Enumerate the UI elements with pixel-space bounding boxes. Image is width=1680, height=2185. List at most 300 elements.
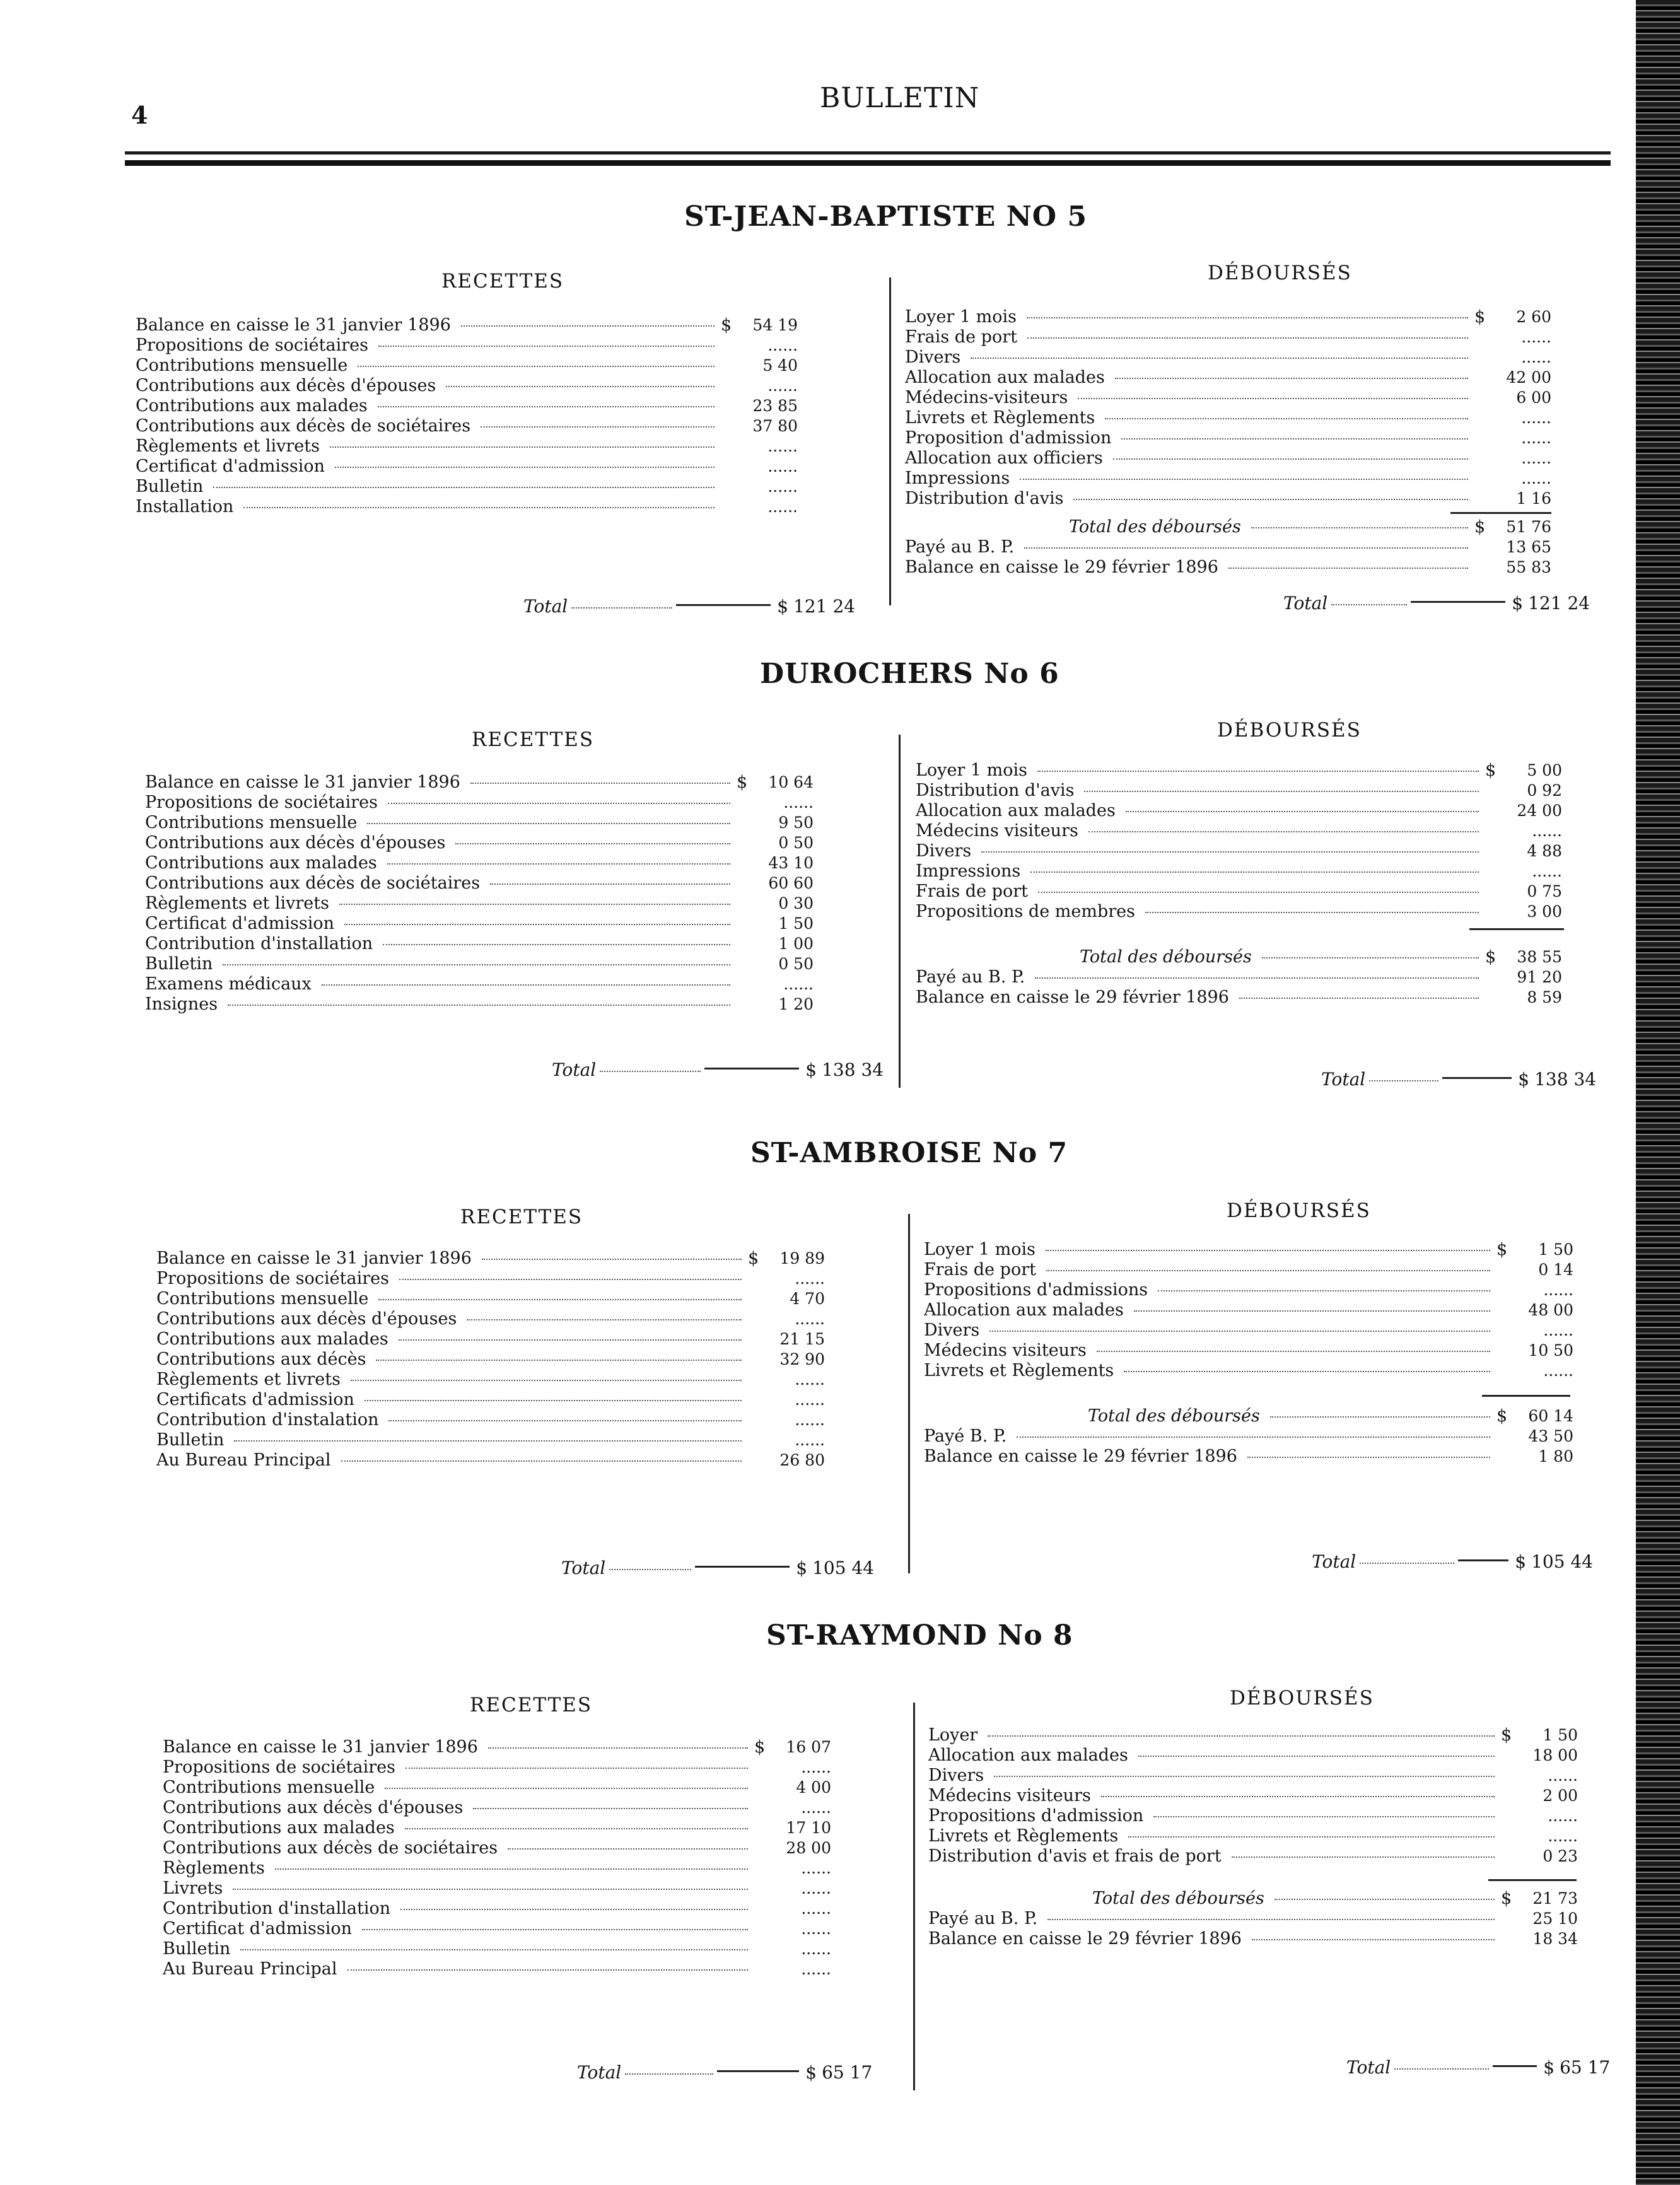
leader-dots [385, 1788, 748, 1789]
debourses-summary [916, 947, 1562, 1008]
row-amount: ...... [1532, 822, 1562, 840]
debourses-subtotal-row [928, 1889, 1578, 1909]
leader-dots [358, 366, 715, 367]
row-label: Impressions [916, 861, 1021, 881]
debourses-row [905, 537, 1551, 557]
leader-dots [1073, 499, 1468, 500]
row-amount: ...... [795, 1269, 825, 1288]
row-amount: ...... [1543, 1361, 1573, 1380]
row-amount: 26 80 [779, 1451, 825, 1469]
leader-dots [508, 1848, 748, 1850]
leader-dots [275, 1868, 748, 1870]
recettes-row [145, 994, 814, 1015]
leader-dots [1239, 998, 1479, 999]
row-label: Règlements et livrets [136, 436, 320, 456]
row-label: Balance en caisse le 29 février 1896 [905, 557, 1218, 577]
row-label: Frais de port [916, 882, 1028, 901]
row-amount: 0 14 [1538, 1261, 1573, 1279]
leader-dots [1017, 1436, 1490, 1438]
leader-dots [399, 1339, 742, 1341]
row-label: Allocation aux officiers [905, 448, 1103, 468]
row-amount: 4 70 [790, 1290, 825, 1308]
row-amount: ...... [783, 793, 814, 812]
recettes-row [163, 1959, 831, 1979]
recettes-row [136, 376, 798, 396]
row-amount: ...... [1521, 409, 1551, 427]
row-amount: 51 76 [1506, 518, 1551, 536]
row-label: Certificat d'admission [145, 914, 335, 933]
debourses-ledger [905, 307, 1551, 509]
row-label: Payé au B. P. [916, 967, 1025, 987]
currency-sign: $ [805, 2062, 817, 2083]
leader-dots [1046, 1250, 1490, 1251]
recettes-row [156, 1430, 825, 1450]
section-title: ST-RAYMOND No 8 [766, 1619, 1073, 1652]
recettes-row [156, 1390, 825, 1410]
recettes-row [136, 477, 798, 497]
leader-dots [347, 1969, 748, 1971]
leader-dots [981, 851, 1479, 853]
debourses-row [916, 902, 1562, 922]
recettes-row [136, 396, 798, 416]
debourses-row [924, 1280, 1573, 1300]
total-label: Total [523, 596, 568, 617]
column-separator [913, 1703, 915, 2090]
leader-dots [1232, 1856, 1495, 1858]
row-label: Certificat d'admission [163, 1919, 353, 1938]
row-amount: ...... [801, 1920, 831, 1938]
debourses-row [928, 1846, 1578, 1867]
row-label: Proposition d'admission [905, 428, 1112, 448]
row-label: Bulletin [145, 954, 213, 974]
leader-dots [362, 1929, 748, 1930]
row-amount: 4 00 [796, 1778, 831, 1797]
row-amount: 55 83 [1506, 558, 1551, 576]
total-label: Total [1346, 2057, 1391, 2078]
row-amount: 0 30 [778, 894, 814, 912]
recettes-row [163, 1879, 831, 1899]
row-label: Installation [136, 497, 234, 516]
row-amount: ...... [767, 376, 798, 395]
row-label: Allocation aux malades [928, 1745, 1128, 1765]
debourses-row [905, 388, 1551, 408]
row-label: Loyer 1 mois [924, 1240, 1036, 1259]
currency-sign: $ [1501, 1889, 1512, 1908]
total-amount: 65 17 [1560, 2057, 1611, 2078]
row-label: Payé B. P. [924, 1426, 1007, 1446]
leader-dots [1228, 568, 1468, 569]
row-amount: ...... [795, 1310, 825, 1328]
leader-dots [1115, 378, 1468, 379]
row-label: Contributions aux malades [145, 853, 377, 873]
leader-dots [322, 984, 730, 986]
leader-dots [1124, 1371, 1490, 1372]
row-amount: 21 73 [1532, 1889, 1578, 1908]
debourses-row [916, 841, 1562, 861]
row-amount: 48 00 [1528, 1301, 1573, 1319]
subtotal-rule [1488, 1879, 1577, 1881]
leader-dots [470, 783, 730, 784]
leader-dots [1331, 604, 1407, 605]
row-label: Contributions aux décès [156, 1349, 366, 1369]
debourses-row [916, 967, 1562, 988]
row-label: Contributions mensuelle [156, 1289, 369, 1308]
recettes-row [136, 356, 798, 376]
row-label: Contributions mensuelle [163, 1778, 375, 1797]
recettes-total [577, 2062, 872, 2083]
header-rule [125, 151, 1611, 154]
leader-dots [1262, 957, 1479, 958]
row-amount: ...... [767, 498, 798, 516]
recettes-row [145, 894, 814, 914]
leader-dots [405, 1768, 748, 1769]
recettes-row [163, 1899, 831, 1919]
row-label: Contributions aux malades [136, 396, 368, 416]
row-label: Médecins visiteurs [924, 1341, 1087, 1360]
row-amount: ...... [801, 1758, 831, 1776]
debourses-ledger [924, 1240, 1573, 1381]
row-label: Balance en caisse le 31 janvier 1896 [156, 1249, 472, 1268]
row-amount: ...... [795, 1431, 825, 1449]
row-label: Contributions aux décès d'épouses [156, 1309, 457, 1329]
debourses-ledger [928, 1725, 1578, 1867]
recettes-row [163, 1778, 831, 1798]
leader-dots [473, 1808, 748, 1809]
recettes-row [163, 1838, 831, 1858]
column-separator [889, 277, 891, 605]
leader-dots [1113, 458, 1468, 460]
row-amount: ...... [795, 1370, 825, 1389]
leader-dots [600, 1071, 701, 1072]
leader-dots [461, 325, 715, 327]
leader-dots [571, 607, 672, 609]
leader-dots [1134, 1310, 1490, 1312]
leader-dots [488, 1747, 748, 1749]
recettes-row [163, 1737, 831, 1757]
row-amount: 0 23 [1543, 1847, 1578, 1865]
debourses-row [916, 988, 1562, 1008]
debourses-row [924, 1240, 1573, 1260]
row-amount: 43 10 [768, 854, 814, 872]
row-amount: 32 90 [779, 1350, 825, 1368]
row-amount: ...... [767, 437, 798, 455]
row-amount: ...... [801, 1899, 831, 1918]
row-label: Règlements et livrets [145, 894, 329, 913]
leader-dots [1270, 1416, 1490, 1418]
leader-dots [378, 1299, 742, 1300]
row-label: Certificat d'admission [136, 457, 325, 476]
row-amount: ...... [767, 457, 798, 475]
row-amount: 1 00 [778, 935, 814, 953]
leader-dots [388, 803, 730, 804]
total-dash [676, 604, 771, 606]
row-label: Bulletin [136, 477, 204, 496]
total-dash [695, 1566, 790, 1568]
debourses-total [1346, 2057, 1610, 2078]
recettes-ledger [156, 1249, 825, 1471]
leader-dots [388, 1420, 742, 1421]
debourses-row [928, 1786, 1578, 1806]
row-amount: ...... [1521, 429, 1551, 447]
row-amount: ...... [795, 1411, 825, 1429]
debourses-row [916, 882, 1562, 902]
row-label: Balance en caisse le 29 février 1896 [916, 988, 1229, 1007]
row-label: Divers [905, 347, 961, 367]
leader-dots [1138, 1756, 1495, 1757]
debourses-row [924, 1300, 1573, 1320]
row-label: Insignes [145, 994, 218, 1014]
row-amount: 1 80 [1538, 1447, 1573, 1465]
row-amount: ...... [801, 1798, 831, 1817]
leader-dots [339, 904, 730, 905]
leader-dots [341, 1460, 742, 1462]
header-rule-thick [125, 160, 1611, 166]
row-amount: 42 00 [1506, 368, 1551, 387]
currency-sign: $ [796, 1558, 808, 1578]
total-amount: 121 24 [793, 596, 856, 617]
row-label: Livrets et Règlements [924, 1361, 1114, 1380]
recettes-row [145, 772, 814, 793]
row-label: Règlements et livrets [156, 1370, 341, 1389]
debourses-subtotal-row [916, 947, 1562, 967]
leader-dots [1369, 1080, 1438, 1081]
row-amount: 43 50 [1528, 1427, 1573, 1445]
debourses-row [924, 1320, 1573, 1341]
leader-dots [490, 883, 730, 885]
debourses-header: DÉBOURSÉS [1208, 262, 1352, 284]
row-amount: ...... [767, 477, 798, 496]
leader-dots [1153, 1816, 1495, 1817]
leader-dots [1046, 1270, 1490, 1271]
debourses-total [1283, 593, 1590, 614]
recettes-row [136, 457, 798, 477]
currency-sign: $ [754, 1737, 766, 1757]
recettes-row [136, 315, 798, 335]
row-label: Divers [916, 841, 972, 861]
recettes-row [145, 934, 814, 954]
recettes-row [163, 1818, 831, 1838]
debourses-row [924, 1260, 1573, 1280]
debourses-row [905, 557, 1551, 578]
section-title: ST-JEAN-BAPTISTE NO 5 [684, 201, 1088, 233]
currency-sign: $ [721, 315, 732, 335]
row-label: Contributions mensuelle [145, 813, 358, 832]
recettes-row [156, 1349, 825, 1370]
row-amount: ...... [801, 1879, 831, 1897]
recettes-header: RECETTES [470, 1694, 593, 1716]
row-amount: ...... [801, 1859, 831, 1877]
recettes-total [523, 596, 855, 617]
recettes-total [561, 1558, 874, 1578]
row-label: Distribution d'avis et frais de port [928, 1846, 1222, 1866]
leader-dots [1020, 479, 1468, 480]
leader-dots [482, 1259, 742, 1260]
row-amount: 5 40 [762, 356, 798, 375]
leader-dots [1097, 1351, 1490, 1352]
row-label: Contributions aux malades [156, 1329, 388, 1349]
row-label: Livrets et Règlements [928, 1826, 1119, 1846]
row-label: Balance en caisse le 31 janvier 1896 [136, 315, 451, 335]
row-amount: 19 89 [779, 1249, 825, 1267]
leader-dots [971, 358, 1468, 359]
row-label: Frais de port [924, 1260, 1036, 1279]
row-amount: ...... [1548, 1827, 1578, 1845]
row-label: Contribution d'installation [145, 934, 373, 953]
column-separator [899, 735, 901, 1088]
leader-dots [335, 467, 715, 468]
recettes-header: RECETTES [441, 270, 564, 293]
row-amount: 24 00 [1517, 801, 1562, 820]
leader-dots [446, 386, 715, 387]
row-amount: 0 75 [1527, 882, 1562, 900]
leader-dots [1121, 438, 1468, 440]
row-label: Frais de port [905, 327, 1017, 347]
row-amount: 0 50 [778, 955, 814, 973]
row-label: Au Bureau Principal [156, 1450, 331, 1470]
recettes-row [136, 335, 798, 356]
row-label: Balance en caisse le 31 janvier 1896 [163, 1737, 478, 1757]
total-amount: 121 24 [1528, 593, 1590, 614]
row-amount: 38 55 [1517, 948, 1562, 966]
recettes-row [145, 793, 814, 813]
debourses-row [924, 1447, 1573, 1467]
row-label: Contributions aux décès de sociétaires [145, 873, 481, 893]
debourses-row [916, 821, 1562, 841]
leader-dots [240, 1949, 748, 1950]
row-label: Contributions aux décès de sociétaires [136, 416, 471, 436]
recettes-row [156, 1289, 825, 1309]
debourses-row [905, 428, 1551, 448]
debourses-row [928, 1909, 1578, 1929]
debourses-row [924, 1341, 1573, 1361]
row-label: Médecins-visiteurs [905, 388, 1068, 407]
recettes-row [145, 974, 814, 994]
debourses-row [924, 1361, 1573, 1381]
row-label: Propositions d'admissions [924, 1280, 1148, 1300]
total-amount: 138 34 [1534, 1069, 1597, 1090]
row-label: Balance en caisse le 31 janvier 1896 [145, 772, 460, 792]
row-label: Contribution d'installation [163, 1899, 391, 1918]
row-label: Livrets [163, 1879, 223, 1898]
debourses-row [905, 448, 1551, 469]
leader-dots [330, 446, 715, 448]
debourses-subtotal-row [905, 517, 1551, 537]
debourses-subtotal-row [924, 1406, 1573, 1426]
recettes-row [136, 416, 798, 436]
recettes-row [163, 1858, 831, 1879]
debourses-total [1321, 1069, 1596, 1090]
leader-dots [1047, 1919, 1495, 1920]
recettes-row [156, 1249, 825, 1269]
row-amount: 10 64 [768, 773, 814, 791]
leader-dots [399, 1279, 742, 1280]
total-label: Total [1283, 593, 1328, 614]
debourses-header: DÉBOURSÉS [1230, 1687, 1374, 1710]
leader-dots [1251, 527, 1468, 528]
row-amount: ...... [1521, 449, 1551, 467]
row-label: Divers [928, 1766, 984, 1785]
row-label: Allocation aux malades [905, 368, 1105, 387]
row-label: Distribution d'avis [916, 781, 1075, 800]
row-label: Contributions mensuelle [136, 356, 348, 375]
leader-dots [1038, 892, 1479, 893]
leader-dots [344, 924, 730, 925]
row-amount: 3 00 [1527, 902, 1562, 921]
leader-dots [234, 1440, 742, 1442]
currency-sign: $ [805, 1059, 817, 1080]
leader-dots [1084, 791, 1479, 792]
leader-dots [378, 406, 715, 407]
total-dash [704, 1068, 799, 1069]
row-amount: 21 15 [779, 1330, 825, 1348]
recettes-row [156, 1450, 825, 1471]
debourses-ledger [916, 760, 1562, 922]
leader-dots [481, 426, 715, 428]
row-amount: 2 00 [1543, 1786, 1578, 1805]
leader-dots [223, 964, 730, 965]
row-label: Contribution d'instalation [156, 1410, 379, 1430]
leader-dots [1027, 337, 1468, 339]
row-amount: ...... [1543, 1281, 1573, 1299]
row-label: Balance en caisse le 29 février 1896 [924, 1447, 1237, 1466]
debourses-row [905, 347, 1551, 368]
row-label: Propositions de sociétaires [136, 335, 368, 355]
row-amount: 0 50 [778, 834, 814, 852]
row-amount: 54 19 [752, 316, 798, 334]
row-amount: 18 00 [1532, 1746, 1578, 1764]
row-amount: 16 07 [786, 1738, 831, 1756]
row-label: Loyer 1 mois [916, 760, 1028, 780]
recettes-total [552, 1059, 884, 1080]
recettes-row [156, 1329, 825, 1349]
row-label: Propositions de sociétaires [145, 793, 378, 812]
leader-dots [376, 1360, 742, 1361]
row-amount: 1 50 [778, 914, 814, 933]
total-dash [1442, 1077, 1512, 1079]
row-label: Médecins visiteurs [928, 1786, 1091, 1805]
leader-dots [989, 1331, 1490, 1332]
leader-dots [1247, 1457, 1490, 1458]
subtotal-rule [1450, 512, 1551, 514]
row-amount: 60 60 [768, 874, 814, 892]
row-amount: ...... [801, 1960, 831, 1978]
currency-sign: $ [1496, 1406, 1508, 1426]
row-amount: ...... [1548, 1807, 1578, 1825]
recettes-row [163, 1757, 831, 1778]
row-amount: ...... [1521, 328, 1551, 346]
leader-dots [365, 1400, 742, 1401]
row-amount: 91 20 [1517, 968, 1562, 986]
row-label: Payé au B. P. [928, 1909, 1038, 1928]
recettes-row [136, 497, 798, 517]
recettes-ledger [136, 315, 798, 517]
leader-dots [387, 863, 730, 865]
row-label: Payé au B. P. [905, 537, 1015, 557]
row-amount: 18 34 [1532, 1930, 1578, 1948]
row-label: Contributions aux décès d'épouses [136, 376, 436, 395]
leader-dots [1030, 871, 1479, 873]
total-label: Total [577, 2062, 622, 2083]
row-amount: 0 92 [1527, 781, 1562, 800]
row-label: Divers [924, 1320, 980, 1340]
recettes-header: RECETTES [472, 728, 595, 751]
row-label: Contributions aux décès d'épouses [163, 1798, 464, 1817]
leader-dots [405, 1828, 748, 1829]
recettes-row [163, 1798, 831, 1818]
currency-sign: $ [737, 772, 748, 792]
row-label: Contributions aux décès d'épouses [145, 833, 446, 853]
scanned-page-edge [1636, 0, 1680, 2185]
